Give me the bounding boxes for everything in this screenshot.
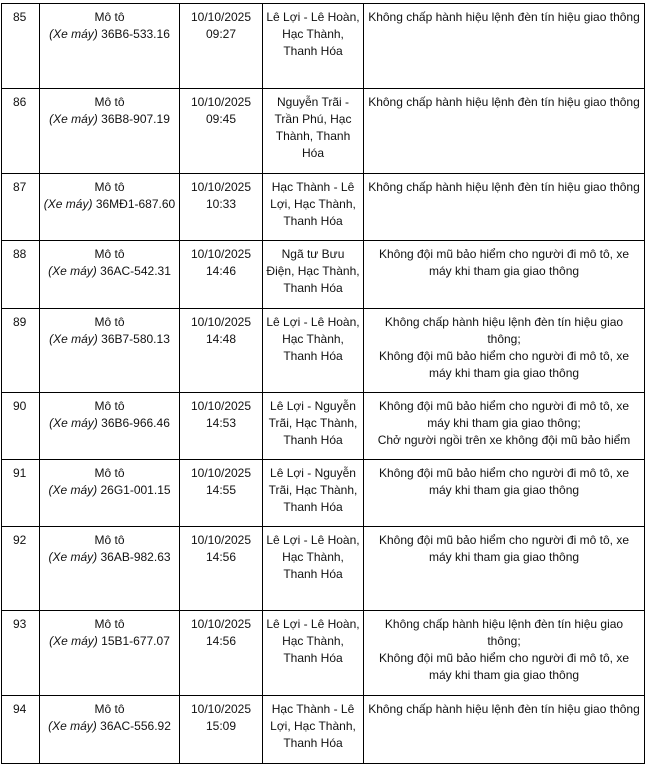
row-number: 90 [2,393,40,460]
vehicle-cell [40,4,180,89]
date: 10/10/2025 [190,95,252,109]
violation-item: Không đội mũ bảo hiểm cho người đi mô tô, xe máy khi tham gia giao thông [378,349,630,380]
datetime-cell [180,527,263,611]
row-number: 91 [2,460,40,527]
time: 15:09 [205,719,237,733]
row-number: 86 [2,89,40,174]
vehicle-cell [40,393,180,460]
vehicle-cell [40,174,180,241]
table-row [2,611,645,696]
license-plate: 36B7-580.13 [101,332,170,346]
license-plate: 36B6-533.16 [101,27,170,41]
location-cell: Lê Lợi - Nguyễn Trãi, Hạc Thành, Thanh Hóa [263,393,364,460]
vehicle-cell [40,309,180,393]
license-plate: 36AB-982.63 [100,550,171,564]
license-plate: 36MĐ1-687.60 [95,197,176,211]
table-row [2,4,645,89]
vehicle-kind: (Xe máy) [48,483,98,497]
datetime-cell [180,241,263,309]
row-number: 92 [2,527,40,611]
row-number: 88 [2,241,40,309]
license-plate: 15B1-677.07 [101,634,170,648]
vehicle-type: Mô tô [94,95,125,109]
table-row [2,460,645,527]
table-row [2,696,645,764]
table-row [2,309,645,393]
time: 09:45 [205,112,237,126]
location-cell: Hạc Thành - Lê Lợi, Hạc Thành, Thanh Hóa [263,696,364,764]
datetime-cell [180,174,263,241]
violation-cell [364,527,645,611]
violation-cell [364,696,645,764]
datetime-cell [180,89,263,174]
vehicle-kind: (Xe máy) [48,264,97,278]
datetime-cell [180,393,263,460]
violation-item: Không đội mũ bảo hiểm cho người đi mô tô, xe máy khi tham gia giao thông; [378,399,630,430]
location-cell: Lê Lợi - Lê Hoàn, Hạc Thành, Thanh Hóa [263,527,364,611]
violation-item: Không đội mũ bảo hiểm cho người đi mô tô, xe máy khi tham gia giao thông [378,466,630,497]
row-number: 93 [2,611,40,696]
violation-cell [364,393,645,460]
violations-table [1,3,645,764]
vehicle-type: Mô tô [94,399,125,413]
datetime-cell [180,611,263,696]
date: 10/10/2025 [190,315,252,329]
violation-item: Không chấp hành hiệu lệnh đèn tín hiệu giao thông [368,10,640,24]
location-cell: Nguyễn Trãi - Trần Phú, Hạc Thành, Thanh Hóa [263,89,364,174]
vehicle-cell [40,527,180,611]
row-number: 85 [2,4,40,89]
table-row [2,174,645,241]
license-plate: 36B6-966.46 [101,416,170,430]
table-row [2,527,645,611]
vehicle-cell [40,241,180,309]
violation-cell [364,174,645,241]
date: 10/10/2025 [190,180,252,194]
time: 14:53 [205,416,237,430]
vehicle-type: Mô tô [94,247,125,261]
violation-cell [364,89,645,174]
vehicle-kind: (Xe máy) [49,416,98,430]
vehicle-cell [40,611,180,696]
vehicle-kind: (Xe máy) [48,719,97,733]
vehicle-type: Mô tô [94,617,125,631]
violation-item: Không đội mũ bảo hiểm cho người đi mô tô, xe máy khi tham gia giao thông [378,651,630,682]
location-cell: Lê Lợi - Lê Hoàn, Hạc Thành, Thanh Hóa [263,309,364,393]
violation-cell [364,460,645,527]
date: 10/10/2025 [190,247,252,261]
time: 14:56 [205,550,237,564]
date: 10/10/2025 [190,702,252,716]
datetime-cell [180,4,263,89]
violation-item: Không chấp hành hiệu lệnh đèn tín hiệu giao thông [368,95,640,109]
row-number: 89 [2,309,40,393]
violation-cell [364,611,645,696]
vehicle-kind: (Xe máy) [49,634,98,648]
date: 10/10/2025 [190,399,252,413]
vehicle-kind: (Xe máy) [43,197,93,211]
violation-item: Không chấp hành hiệu lệnh đèn tín hiệu giao thông; [384,617,624,648]
vehicle-kind: (Xe máy) [49,332,98,346]
table-row [2,393,645,460]
time: 14:46 [205,264,237,278]
date: 10/10/2025 [190,533,252,547]
violation-item: Không chấp hành hiệu lệnh đèn tín hiệu giao thông [368,702,640,716]
violation-item: Không đội mũ bảo hiểm cho người đi mô tô, xe máy khi tham gia giao thông [378,247,630,278]
location-cell: Lê Lợi - Lê Hoàn, Hạc Thành, Thanh Hóa [263,611,364,696]
violation-item: Không chấp hành hiệu lệnh đèn tín hiệu giao thông; [384,315,624,346]
license-plate: 26G1-001.15 [100,483,171,497]
datetime-cell [180,309,263,393]
date: 10/10/2025 [190,10,252,24]
vehicle-cell [40,89,180,174]
license-plate: 36AC-556.92 [100,719,171,733]
datetime-cell [180,696,263,764]
table-row [2,89,645,174]
vehicle-type: Mô tô [94,315,125,329]
location-cell: Lê Lợi - Nguyễn Trãi, Hạc Thành, Thanh Hóa [263,460,364,527]
violation-item: Chở người ngồi trên xe không đội mũ bảo hiểm [377,433,631,447]
time: 14:48 [205,332,237,346]
time: 14:55 [205,483,237,497]
violation-cell [364,4,645,89]
violation-cell [364,309,645,393]
datetime-cell [180,460,263,527]
vehicle-type: Mô tô [94,533,125,547]
date: 10/10/2025 [190,466,252,480]
time: 09:27 [205,27,237,41]
vehicle-cell [40,696,180,764]
license-plate: 36AC-542.31 [100,264,171,278]
vehicle-kind: (Xe máy) [49,112,98,126]
violation-cell [364,241,645,309]
location-cell: Ngã tư Bưu Điện, Hạc Thành, Thanh Hóa [263,241,364,309]
time: 14:56 [205,634,237,648]
vehicle-type: Mô tô [94,466,125,480]
license-plate: 36B8-907.19 [101,112,170,126]
vehicle-kind: (Xe máy) [49,27,98,41]
row-number: 87 [2,174,40,241]
table-row [2,241,645,309]
violation-item: Không chấp hành hiệu lệnh đèn tín hiệu giao thông [368,180,640,194]
time: 10:33 [205,197,237,211]
violation-item: Không đội mũ bảo hiểm cho người đi mô tô, xe máy khi tham gia giao thông [378,533,630,564]
location-cell: Lê Lợi - Lê Hoàn, Hạc Thành, Thanh Hóa [263,4,364,89]
vehicle-cell [40,460,180,527]
vehicle-type: Mô tô [94,702,125,716]
row-number: 94 [2,696,40,764]
vehicle-type: Mô tô [94,180,125,194]
vehicle-kind: (Xe máy) [48,550,98,564]
location-cell: Hạc Thành - Lê Lợi, Hạc Thành, Thanh Hóa [263,174,364,241]
date: 10/10/2025 [190,617,252,631]
vehicle-type: Mô tô [94,10,125,24]
